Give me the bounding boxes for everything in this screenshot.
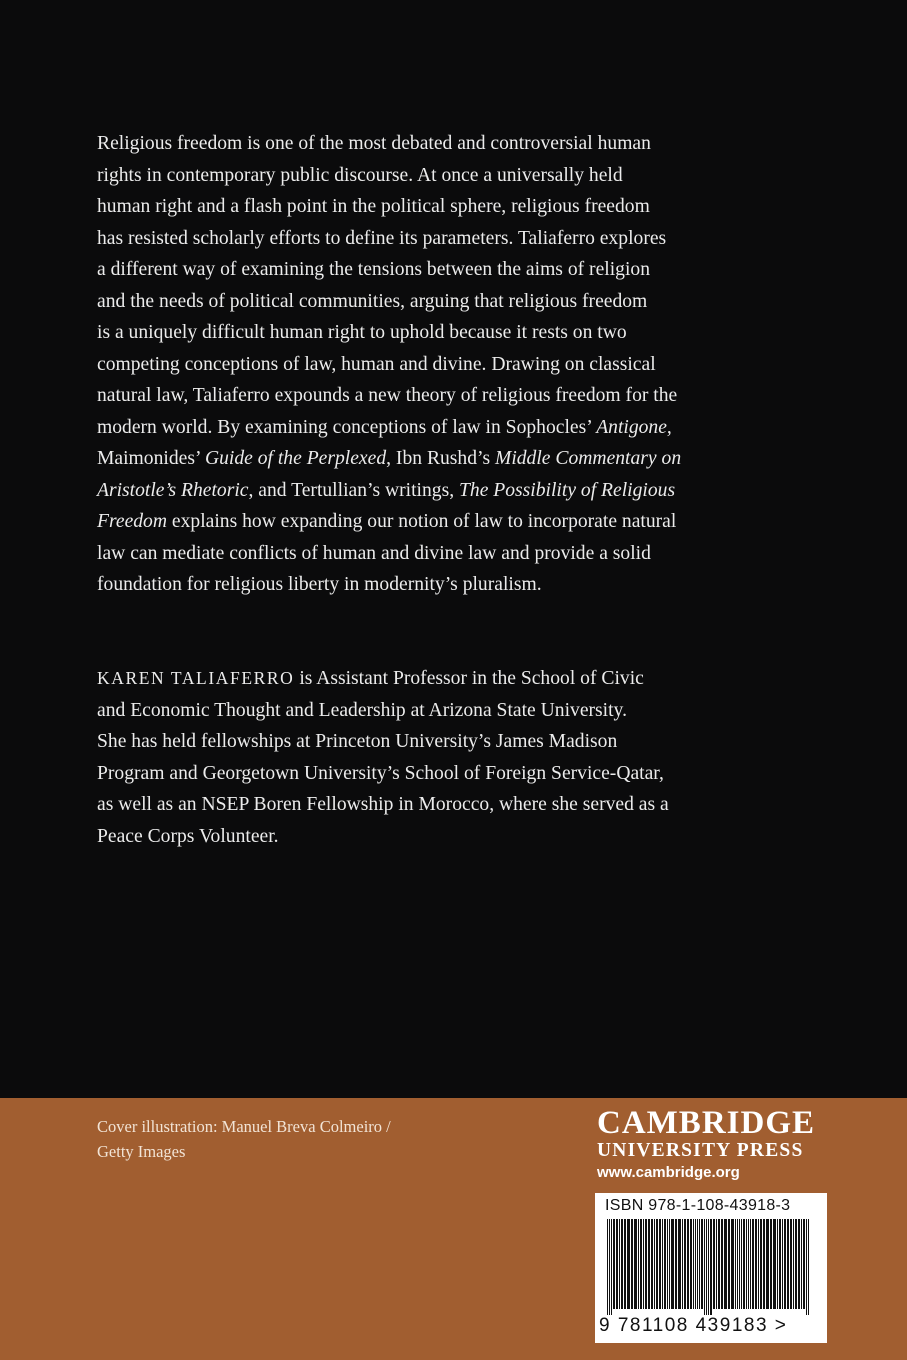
description-text: is a uniquely difficult human right to uphold because it rests on two [97,322,627,343]
bio-line: Peace Corps Volunteer. [97,825,279,847]
description-text: and the needs of political communities, arguing that religious freedom [97,290,648,312]
description-line [97,286,777,318]
description-line [97,569,777,601]
description-text: has resisted scholarly efforts to define its parameters. Taliaferro explores [97,227,667,249]
description-line [97,443,777,475]
description-line [97,191,777,223]
description-text: a different way of examining the tensions between the aims of religion [97,259,650,280]
description-text: , and Tertullian’s writings, [248,479,459,501]
description-line [97,506,777,538]
description-line [97,380,777,412]
description-text: explains how expanding our notion of law to incorporate natural [167,511,677,532]
book-description [97,128,777,601]
bio-line: She has held fellowships at Princeton University’s James Madison [97,731,618,752]
credit-line: Cover illustration: Manuel Breva Colmeiro / [97,1117,391,1136]
italic-title-text: Antigone, [596,416,672,438]
description-text: competing conceptions of law, human and divine. Drawing on classical [97,353,656,375]
italic-title-text: The Possibility of Religious [459,479,676,501]
credit-line: Getty Images [97,1142,186,1161]
description-text: foundation for religious liberty in modernity’s pluralism. [97,574,542,595]
barcode-icon [605,1219,817,1315]
description-line [97,538,777,570]
bio-line: as well as an NSEP Boren Fellowship in Morocco, where she served as a [97,794,669,815]
description-line [97,475,777,507]
description-line [97,254,777,286]
italic-title-text: Aristotle’s Rhetoric [97,479,249,501]
italic-title-text: Freedom [97,511,168,532]
italic-title-text: Middle Commentary on [495,448,682,469]
description-text: modern world. By examining conceptions of law in Sophocles’ [97,416,597,438]
description-text: Religious freedom is one of the most debated and controversial human [97,133,651,154]
italic-title-text: Guide of the Perplexed [204,448,387,469]
description-line [97,317,777,349]
description-text: , Ibn Rushd’s [386,448,495,469]
barcode-digits: 9 781108 439183 > [599,1315,788,1336]
bio-first-line [97,663,797,695]
isbn-barcode [595,1193,827,1343]
description-line [97,412,777,444]
description-line [97,128,777,160]
cover-credit [97,1114,391,1164]
description-text: Maimonides’ [97,448,205,469]
bio-first-line-text: is Assistant Professor in the School of Civic [294,668,644,689]
bio-line: and Economic Thought and Leadership at Arizona State University. [97,699,627,721]
description-text: natural law, Taliaferro expounds a new theory of religious freedom for the [97,385,678,406]
description-line [97,223,777,255]
description-text: rights in contemporary public discourse. At once a universally held [97,164,623,186]
description-text: law can mediate conflicts of human and divine law and provide a solid [97,542,651,564]
author-bio [97,663,797,852]
description-line [97,160,777,192]
description-text: human right and a flash point in the political sphere, religious freedom [97,196,650,217]
publisher-subtitle: UNIVERSITY PRESS [597,1140,804,1161]
bio-line: Program and Georgetown University’s School of Foreign Service-Qatar, [97,762,664,784]
publisher-logo [597,1106,827,1184]
publisher-name: CAMBRIDGE [597,1105,816,1141]
publisher-url: www.cambridge.org [597,1164,740,1181]
isbn-label: ISBN 978-1-108-43918-3 [605,1197,791,1214]
author-name: KAREN TALIAFERRO [97,668,295,688]
description-line [97,349,777,381]
